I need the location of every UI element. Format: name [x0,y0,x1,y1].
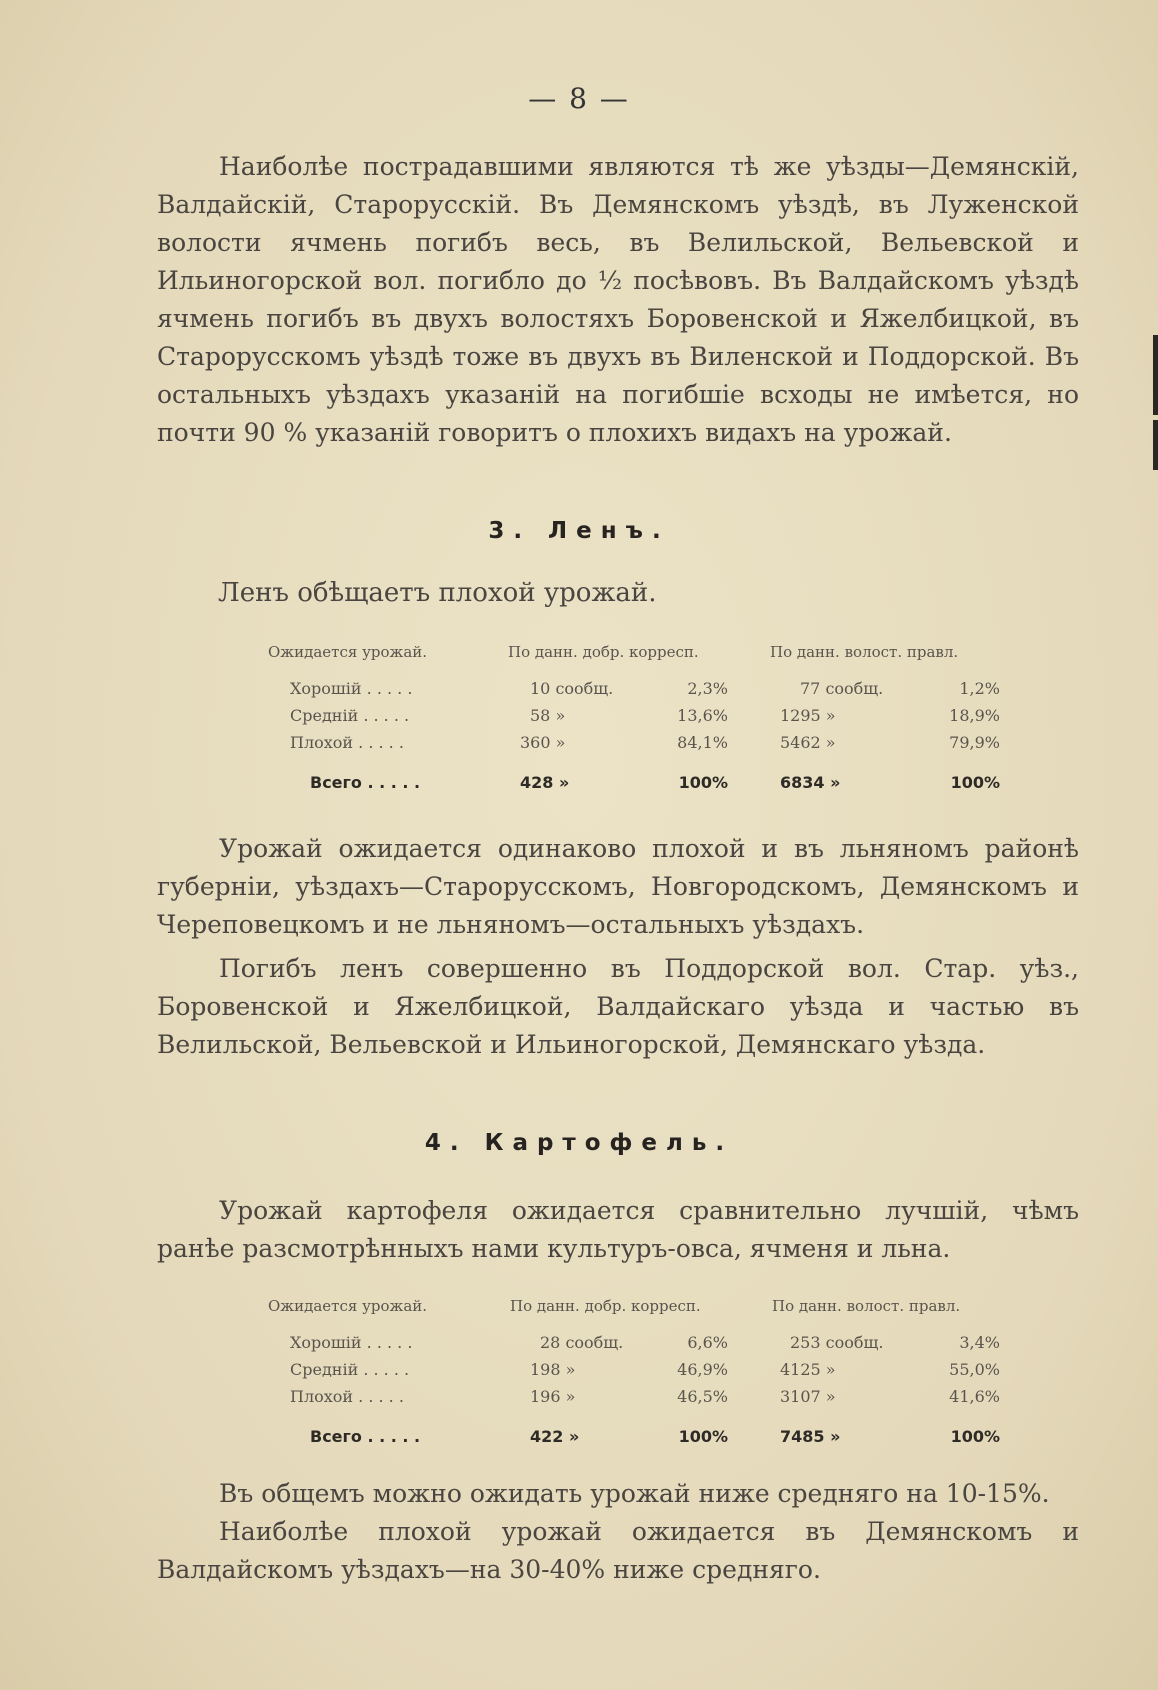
table-header: Ожидается урожай. [268,643,428,661]
page-number: — 8 — [528,82,630,115]
count-volost: 5462 » [780,733,836,752]
table-header: По данн. волост. правл. [772,1297,961,1315]
total-volost: 6834 » [780,773,841,792]
total-label: Всего . . . . . [310,1427,421,1446]
count-correspondents: 10 сообщ. [530,679,614,698]
row-label: Хорошій . . . . . [290,679,413,698]
paragraph-barley-losses: Наиболѣе пострадавшими являются тѣ же уѣзды—Демянскій, Валдайскій, Старорусскій. Въ Демянскомъ уѣздѣ, въ Луженской волости ячмень погибъ весь, въ Велильской, Вельевской и Ильиногорской вол. погибло до ½ посѣвовъ. Въ Валдайскомъ уѣздѣ ячмень погибъ въ двухъ волостяхъ Боровенской и Яжелбицкой, въ Старорусскомъ уѣздѣ тоже въ двухъ въ Виленской и Поддорской. Въ остальныхъ уѣздахъ указаній на погибшіе всходы не имѣется, но почти 90 % указаній говоритъ о плохихъ видахъ на урожай. [157,152,1079,447]
flax-lead-sentence: Ленъ обѣщаетъ плохой урожай. [218,578,657,608]
table-header: Ожидается урожай. [268,1297,428,1315]
count-correspondents: 58 » [530,706,566,725]
table-row [268,679,1008,703]
flax-harvest-table [268,643,1008,803]
table-row [268,1333,1008,1357]
count-volost: 3107 » [780,1387,836,1406]
paragraph-flax-expectation: Урожай ожидается одинаково плохой и въ льняномъ районѣ губерніи, уѣздахъ—Старорусскомъ, Новгородскомъ, Демянскомъ и Череповецкомъ и не льняномъ—остальныхъ уѣздахъ. [157,834,1079,939]
count-correspondents: 28 сообщ. [540,1333,624,1352]
count-volost: 77 сообщ. [800,679,884,698]
paragraph-overall-expectation: Въ общемъ можно ожидать урожай ниже средняго на 10-15%. [219,1479,1050,1508]
table-header: По данн. волост. правл. [770,643,959,661]
table-total-row [268,773,1008,797]
section-heading-potato: 4. Картофель. [424,1130,734,1156]
total-percent-volost: 100% [950,773,1000,792]
percent-correspondents: 13,6% [677,706,728,725]
paragraph-potato-expectation: Урожай картофеля ожидается сравнительно лучшій, чѣмъ ранѣе разсмотрѣнныхъ нами культуръ-овса, ячменя и льна. [157,1196,1079,1263]
potato-harvest-table [268,1297,1008,1457]
total-correspondents: 428 » [520,773,570,792]
table-header: По данн. добр. корресп. [510,1297,701,1315]
paragraph-flax-losses: Погибъ ленъ совершенно въ Поддорской вол. Стар. уѣз., Боровенской и Яжелбицкой, Валдайскаго уѣзда и частью въ Велильской, Вельевской и Ильиногорской, Демянскаго уѣзда. [157,954,1079,1059]
percent-volost: 1,2% [959,679,1000,698]
count-correspondents: 196 » [530,1387,576,1406]
count-correspondents: 360 » [520,733,566,752]
percent-volost: 79,9% [949,733,1000,752]
total-percent-volost: 100% [950,1427,1000,1446]
percent-volost: 41,6% [949,1387,1000,1406]
row-label: Плохой . . . . . [290,733,404,752]
count-volost: 1295 » [780,706,836,725]
total-percent-correspondents: 100% [678,1427,728,1446]
count-correspondents: 198 » [530,1360,576,1379]
table-row [268,1360,1008,1384]
total-volost: 7485 » [780,1427,841,1446]
table-header: По данн. добр. корресп. [508,643,699,661]
percent-correspondents: 46,9% [677,1360,728,1379]
page-edge-mark [1153,335,1158,415]
paragraph-worst-districts: Наиболѣе плохой урожай ожидается въ Демянскомъ и Валдайскомъ уѣздахъ—на 30-40% ниже средняго. [157,1517,1079,1584]
table-row [268,733,1008,757]
percent-correspondents: 46,5% [677,1387,728,1406]
table-row [268,706,1008,730]
row-label: Плохой . . . . . [290,1387,404,1406]
percent-volost: 55,0% [949,1360,1000,1379]
count-volost: 253 сообщ. [790,1333,884,1352]
percent-volost: 3,4% [959,1333,1000,1352]
table-total-row [268,1427,1008,1451]
row-label: Средній . . . . . [290,706,410,725]
section-heading-flax: 3. Ленъ. [488,518,670,544]
count-volost: 4125 » [780,1360,836,1379]
row-label: Средній . . . . . [290,1360,410,1379]
percent-volost: 18,9% [949,706,1000,725]
total-label: Всего . . . . . [310,773,421,792]
percent-correspondents: 84,1% [677,733,728,752]
percent-correspondents: 2,3% [687,679,728,698]
percent-correspondents: 6,6% [687,1333,728,1352]
page-edge-mark [1153,420,1158,470]
row-label: Хорошій . . . . . [290,1333,413,1352]
table-row [268,1387,1008,1411]
total-percent-correspondents: 100% [678,773,728,792]
total-correspondents: 422 » [530,1427,580,1446]
